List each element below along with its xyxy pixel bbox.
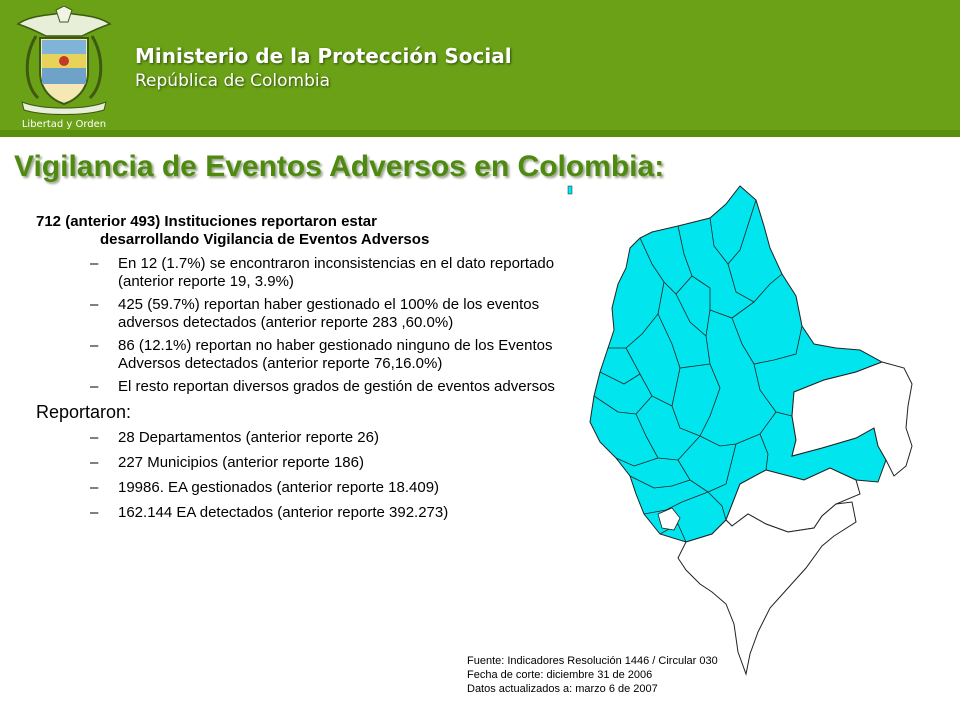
cutoff-date-line: Fecha de corte: diciembre 31 de 2006 [467,669,653,681]
list-item-text: 227 Municipios (anterior reporte 186) [118,454,364,471]
list-item-text: El resto reportan diversos grados de gestión de eventos adversos [118,378,555,395]
lead-line-1: 712 (anterior 493) Instituciones reportaron estar [36,213,377,230]
dash-marker: – [90,504,99,521]
country-name: República de Colombia [135,71,331,91]
list-item [90,296,576,332]
reportaron-heading: Reportaron: [36,402,132,422]
dash-marker: – [90,378,99,395]
coat-of-arms-logo [8,6,120,130]
colombia-map [560,184,930,682]
list-item-text: 19986. EA gestionados (anterior reporte 18.409) [118,479,440,496]
list-item [90,454,576,472]
list-item-text: 28 Departamentos (anterior reporte 26) [118,429,379,446]
list-item [90,337,576,373]
list-item [90,429,576,447]
detail-list [36,255,576,396]
dash-marker: – [90,296,99,313]
list-item-text: 86 (12.1%) reportan no haber gestionado ninguno de los Eventos Adversos detectados (anterior reporte 76,16.0%) [118,337,553,372]
source-note [467,654,718,696]
map-island [568,186,572,194]
report-content [36,213,576,529]
lead-statement [36,213,576,249]
dash-marker: – [90,337,99,354]
lead-line-2: desarrollando Vigilancia de Eventos Adversos [100,231,430,248]
dash-marker: – [90,479,99,496]
list-item [90,479,576,497]
dash-marker: – [90,255,99,272]
reportaron-list [36,429,576,522]
header-bar [0,0,960,137]
source-line: Fuente: Indicadores Resolución 1446 / Circular 030 [467,655,718,667]
svg-text:Libertad y Orden: Libertad y Orden [21,119,107,130]
dash-marker: – [90,429,99,446]
list-item [90,255,576,291]
update-date-line: Datos actualizados a: marzo 6 de 2007 [467,683,658,695]
list-item-text: En 12 (1.7%) se encontraron inconsistencias en el dato reportado (anterior reporte 19, 3.9%) [118,255,555,290]
list-item-text: 425 (59.7%) reportan haber gestionado el 100% de los eventos adversos detectados (anterior reporte 283 ,60.0%) [118,296,540,331]
dash-marker: – [90,454,99,471]
header-bottom-band [0,130,960,137]
list-item-text: 162.144 EA detectados (anterior reporte 392.273) [118,504,449,521]
page-title: Vigilancia de Eventos Adversos en Colombia: [14,150,665,183]
list-item [90,504,576,522]
list-item [90,378,576,396]
ministry-name: Ministerio de la Protección Social [135,44,512,68]
